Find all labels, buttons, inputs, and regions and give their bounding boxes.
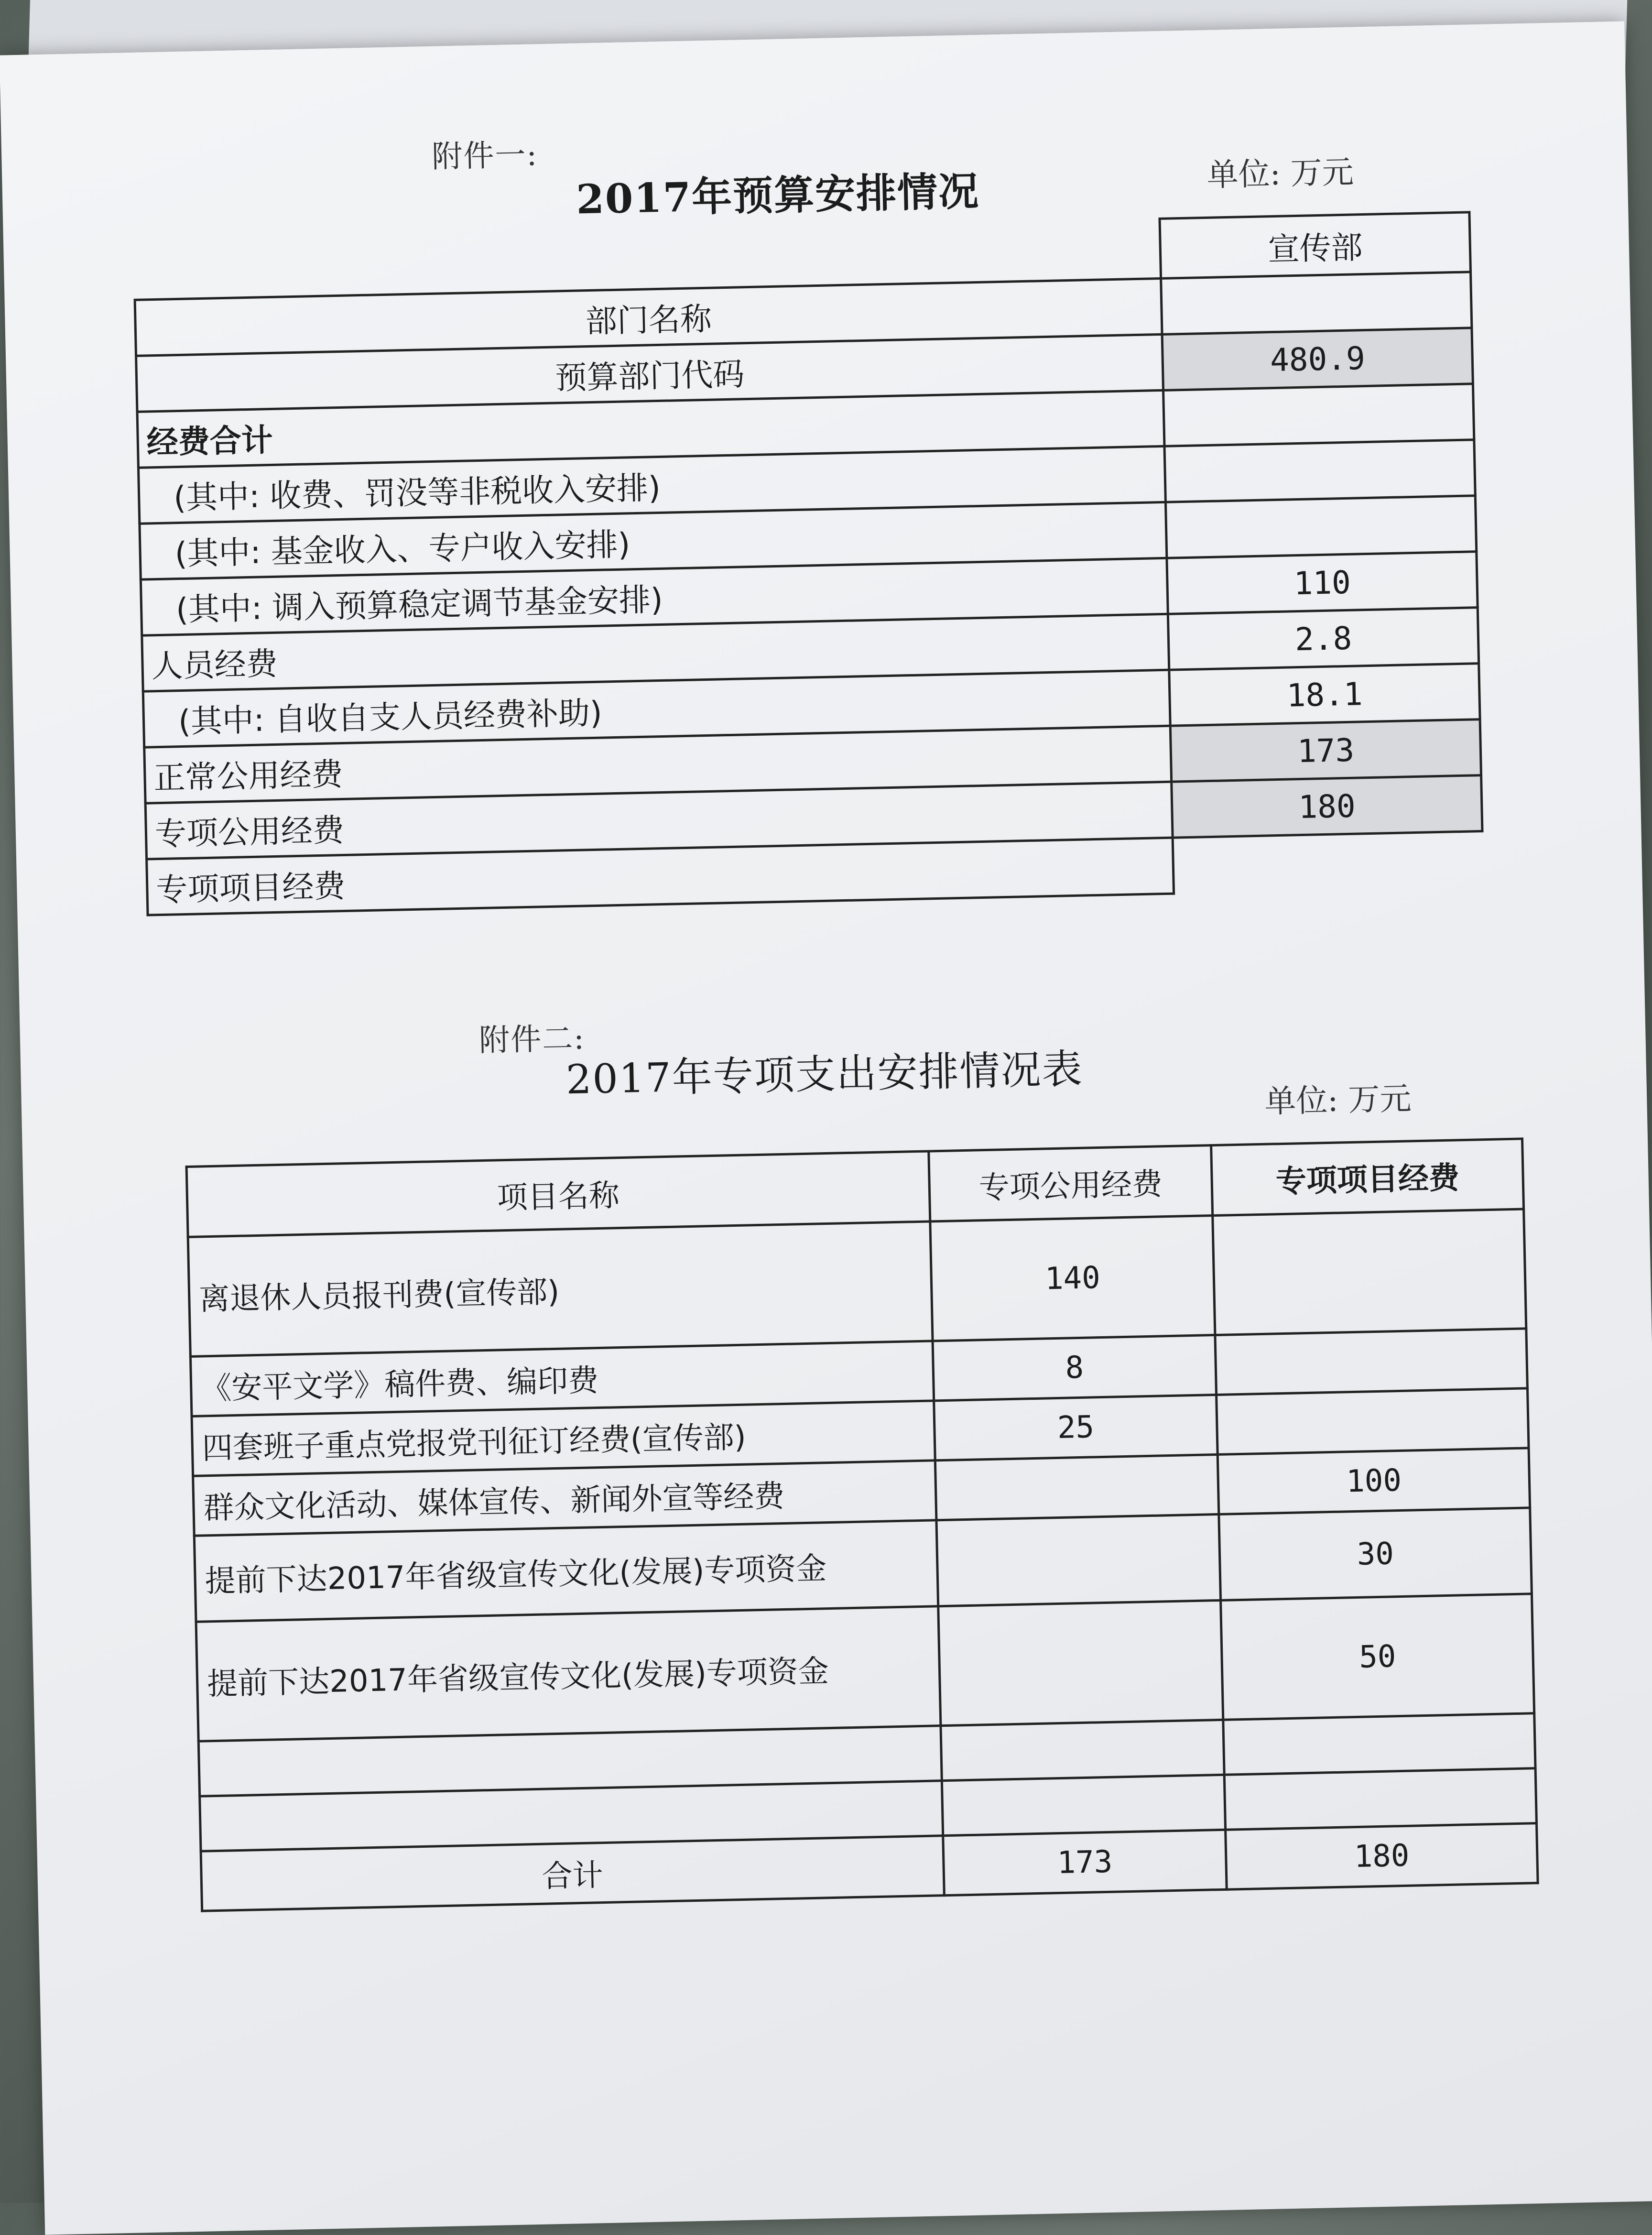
header-public-expense: 专项公用经费 bbox=[928, 1145, 1213, 1221]
attachment1-title: 2017年预算安排情况 bbox=[576, 167, 980, 223]
public-expense bbox=[935, 1454, 1219, 1520]
budget-table bbox=[132, 211, 1485, 916]
public-expense: 140 bbox=[930, 1216, 1215, 1341]
special-expense-table bbox=[185, 1137, 1539, 1912]
project-expense bbox=[1225, 1768, 1537, 1830]
public-expense bbox=[938, 1600, 1223, 1725]
attachment2-unit: 单位: 万元 bbox=[1264, 1080, 1412, 1120]
public-expense bbox=[942, 1775, 1226, 1835]
project-expense bbox=[1213, 1209, 1526, 1335]
item-name: 离退休人员报刊费(宣传部) bbox=[188, 1221, 932, 1356]
total-public-expense: 173 bbox=[943, 1830, 1227, 1895]
attachment1-unit: 单位: 万元 bbox=[1206, 153, 1354, 194]
row-value bbox=[1164, 440, 1475, 502]
total-project-expense: 180 bbox=[1226, 1823, 1538, 1890]
public-expense: 8 bbox=[933, 1335, 1217, 1401]
project-expense: 30 bbox=[1219, 1508, 1532, 1601]
row-value: 180 bbox=[1172, 775, 1482, 838]
public-expense bbox=[936, 1514, 1221, 1606]
row-label: 经费合计 bbox=[137, 390, 1164, 468]
row-value bbox=[1163, 384, 1474, 447]
public-expense bbox=[941, 1720, 1225, 1780]
row-label: (其中: 基金收入、专户收入安排) bbox=[140, 502, 1167, 579]
project-expense bbox=[1215, 1329, 1527, 1395]
row-label: (其中: 调入预算稳定调节基金安排) bbox=[141, 558, 1168, 635]
row-value bbox=[1161, 272, 1472, 335]
attachment1-label: 附件一: bbox=[431, 137, 538, 175]
attachment2-label: 附件二: bbox=[478, 1021, 586, 1059]
row-label: (其中: 自收自支人员经费补助) bbox=[143, 670, 1170, 747]
row-value: 173 bbox=[1171, 720, 1481, 782]
item-name: 提前下达2017年省级宣传文化(发展)专项资金 bbox=[194, 1520, 938, 1622]
item-name: 提前下达2017年省级宣传文化(发展)专项资金 bbox=[196, 1606, 940, 1741]
project-expense bbox=[1223, 1713, 1535, 1775]
row-value: 110 bbox=[1167, 552, 1478, 614]
row-label: 专项项目经费 bbox=[147, 838, 1174, 915]
row-label: 部门名称 bbox=[135, 278, 1162, 356]
row-label: 预算部门代码 bbox=[136, 334, 1163, 412]
project-expense bbox=[1217, 1388, 1529, 1455]
row-label: 专项公用经费 bbox=[145, 782, 1173, 859]
item-name: 群众文化活动、媒体宣传、新闻外宣等经费 bbox=[193, 1461, 936, 1536]
project-expense: 100 bbox=[1218, 1448, 1530, 1515]
item-name: 《安平文学》稿件费、编印费 bbox=[190, 1341, 934, 1416]
header-item-name: 项目名称 bbox=[186, 1151, 930, 1237]
project-expense: 50 bbox=[1221, 1594, 1534, 1720]
public-expense: 25 bbox=[934, 1395, 1217, 1460]
row-label: 正常公用经费 bbox=[144, 726, 1172, 803]
total-label: 合计 bbox=[201, 1836, 944, 1911]
header-cell-department: 宣传部 bbox=[1160, 212, 1470, 279]
row-label: 人员经费 bbox=[142, 614, 1169, 691]
row-value: 480.9 bbox=[1162, 328, 1473, 391]
row-value: 18.1 bbox=[1169, 664, 1480, 726]
row-value bbox=[1166, 496, 1477, 558]
row-value: 2.8 bbox=[1168, 608, 1479, 670]
row-label: (其中: 收费、罚没等非税收入安排) bbox=[138, 446, 1165, 523]
attachment2-title: 2017年专项支出安排情况表 bbox=[565, 1045, 1084, 1103]
document-page bbox=[0, 21, 1652, 2235]
header-project-expense: 专项项目经费 bbox=[1211, 1139, 1524, 1216]
item-name: 四套班子重点党报党刊征订经费(宣传部) bbox=[192, 1401, 935, 1476]
row-value bbox=[1173, 831, 1483, 894]
